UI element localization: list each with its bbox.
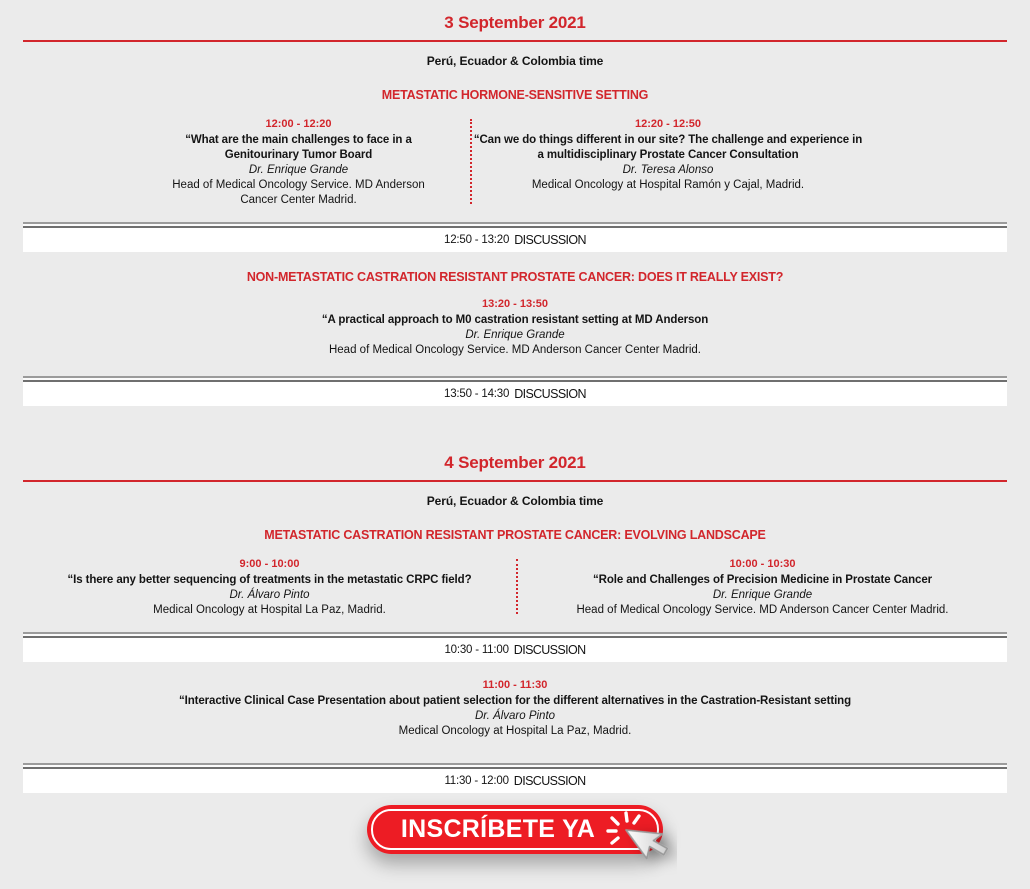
- session-affiliation: Medical Oncology at Hospital La Paz, Madrid.: [153, 604, 386, 616]
- discussion-time: 11:30 - 12:00: [444, 775, 509, 787]
- day-1-date-title: 3 September 2021: [444, 13, 586, 32]
- day-2-two-column-row: [23, 557, 1007, 618]
- discussion-time: 12:50 - 13:20: [444, 234, 510, 246]
- session-time: 10:00 - 10:30: [729, 558, 796, 570]
- discussion-bar: [23, 632, 1007, 662]
- session-speaker: Dr. Álvaro Pinto: [229, 589, 310, 601]
- day-1-timezone: Perú, Ecuador & Colombia time: [426, 54, 604, 68]
- day-1-session-heading-2: NON-METASTATIC CASTRATION RESISTANT PROSTATE CANCER: DOES IT REALLY EXIST?: [246, 270, 784, 284]
- day-2-section: [23, 452, 1007, 793]
- session-time: 13:20 - 13:50: [481, 298, 549, 310]
- session-title: “A practical approach to M0 castration resistant setting at MD Anderson: [321, 314, 709, 326]
- session-time: 11:00 - 11:30: [482, 679, 548, 691]
- discussion-bar-body: [23, 638, 1007, 662]
- session-block: [23, 557, 516, 618]
- discussion-label: DISCUSSION: [514, 233, 586, 247]
- session-speaker: Dr. Enrique Grande: [248, 164, 349, 176]
- discussion-bar-body: [23, 769, 1007, 793]
- session-affiliation: Head of Medical Oncology Service. MD Anderson Cancer Center Madrid.: [328, 344, 701, 356]
- session-block: [23, 297, 1007, 358]
- session-speaker: Dr. Teresa Alonso: [622, 164, 714, 176]
- session-block: [518, 557, 1007, 618]
- session-affiliation: Head of Medical Oncology Service. MD Anderson Cancer Center Madrid.: [576, 604, 949, 616]
- session-title: “What are the main challenges to face in a Genitourinary Tumor Board: [185, 134, 412, 161]
- discussion-label: DISCUSSION: [513, 774, 586, 788]
- session-affiliation: Head of Medical Oncology Service. MD Anderson Cancer Center Madrid.: [172, 179, 425, 206]
- session-affiliation: Medical Oncology at Hospital Ramón y Cajal, Madrid.: [531, 179, 805, 191]
- discussion-label: DISCUSSION: [513, 643, 586, 657]
- register-button-inner-border: [371, 809, 659, 850]
- register-button[interactable]: [367, 805, 663, 854]
- discussion-label: DISCUSSION: [514, 387, 586, 401]
- session-title: “Can we do things different in our site? The challenge and experience in a multidisciplinary Prostate Cancer Consultation: [473, 134, 863, 161]
- discussion-bar: [23, 763, 1007, 793]
- session-block: [23, 678, 1007, 739]
- discussion-bar-body: [23, 382, 1007, 406]
- day-2-date-title: 4 September 2021: [444, 453, 586, 472]
- discussion-bar: [23, 376, 1007, 406]
- day-2-timezone: Perú, Ecuador & Colombia time: [426, 494, 604, 508]
- session-time: 12:00 - 12:20: [265, 118, 332, 130]
- session-block: [23, 117, 470, 208]
- discussion-time: 13:50 - 14:30: [444, 388, 510, 400]
- session-block: [472, 117, 864, 208]
- day-1-divider-rule: [23, 40, 1007, 42]
- day-1-section: [23, 12, 1007, 406]
- session-time: 12:20 - 12:50: [634, 118, 702, 130]
- discussion-bar-body: [23, 228, 1007, 252]
- session-title: “Role and Challenges of Precision Medicine in Prostate Cancer: [593, 574, 932, 586]
- discussion-time: 10:30 - 11:00: [444, 644, 509, 656]
- session-affiliation: Medical Oncology at Hospital La Paz, Madrid.: [398, 725, 632, 737]
- day-1-session-heading-1: METASTATIC HORMONE-SENSITIVE SETTING: [381, 88, 649, 102]
- session-speaker: Dr. Álvaro Pinto: [474, 710, 556, 722]
- session-time: 9:00 - 10:00: [239, 558, 300, 570]
- session-speaker: Dr. Enrique Grande: [712, 589, 813, 601]
- session-speaker: Dr. Enrique Grande: [465, 329, 565, 341]
- day-2-session-heading-1: METASTATIC CASTRATION RESISTANT PROSTATE CANCER: EVOLVING LANDSCAPE: [264, 528, 766, 542]
- cta-row: [23, 805, 1007, 854]
- discussion-bar: [23, 222, 1007, 252]
- session-title: “Is there any better sequencing of treatments in the metastatic CRPC field?: [67, 574, 472, 586]
- session-title: “Interactive Clinical Case Presentation about patient selection for the different alternatives in the Castration-Resistant setting: [178, 695, 852, 707]
- day-1-two-column-row: [23, 117, 1007, 208]
- day-2-divider-rule: [23, 480, 1007, 482]
- register-button-label: INSCRÍBETE YA: [400, 815, 596, 843]
